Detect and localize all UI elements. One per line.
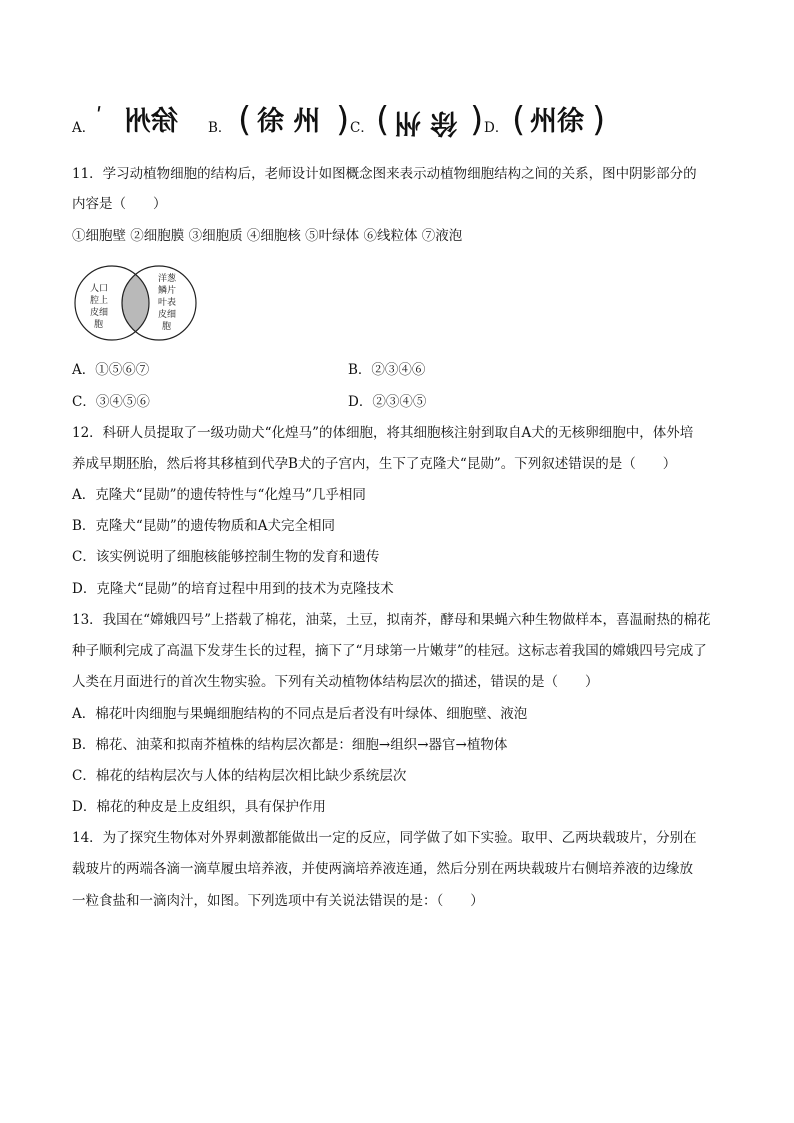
q12-option-a: A．克隆犬“昆勋”的遗传特性与“化煌马”几乎相同 [72,487,366,503]
q12-option-c: C．该实例说明了细胞核能够控制生物的发育和遗传 [72,549,380,565]
q10-option-b-open-paren: ( [238,100,252,140]
q10-option-b-close-paren: ) [336,100,350,140]
q11-stem-line2: 内容是（ ） [72,196,167,212]
q12-stem-line1: 12．科研人员提取了一级功勋犬“化煌马”的体细胞，将其细胞核注射到取自A犬的无核卵细胞中，体外培 [72,425,694,441]
q13-stem-line3: 人类在月面进行的首次生物实验。下列有关动植物体结构层次的描述，错误的是（ ） [72,674,599,690]
venn-left-label-3: 皮细 [90,308,109,318]
q12-option-d: D．克隆犬“昆勋”的培育过程中用到的技术为克隆技术 [72,581,394,597]
q13-stem-line2: 种子顺利完成了高温下发芽生长的过程，摘下了“月球第一片嫩芽”的桂冠。这标志着我国的嫦娥四号完成了 [72,643,707,659]
q10-option-b-text: 徐 州 [257,106,321,137]
venn-left-label-2: 腔上 [90,296,109,306]
q13-option-b: B．棉花、油菜和拟南芥植株的结构层次都是：细胞→组织→器官→植物体 [72,737,508,753]
q10-option-c-open-paren: ( [376,100,390,140]
q11-items: ①细胞壁 ②细胞膜 ③细胞质 ④细胞核 ⑤叶绿体 ⑥线粒体 ⑦液泡 [72,228,463,244]
q10-option-d-open-paren: ( [512,100,526,140]
q11-option-d: D．②③④⑤ [348,394,427,410]
q10-option-d-close-paren: ) [592,100,606,140]
venn-right-label-5: 胞 [162,322,172,332]
q10-option-a-tick: ʹ [96,105,103,130]
q10-option-c-close-paren: ) [470,100,484,140]
q10-option-c-flipped-text: 徐 州 [394,107,458,138]
venn-right-label-3: 叶表 [158,298,177,308]
q11-option-b: B．②③④⑥ [348,362,426,378]
q11-option-c: C．③④⑤⑥ [72,394,150,410]
q10-option-a-mirrored-text: 徐州 [124,106,178,137]
q14-stem-line1: 14．为了探究生物体对外界刺激都能做出一定的反应，同学做了如下实验。取甲、乙两块载玻片，分别在 [72,830,697,846]
q10-option-c-label: C． [350,120,374,136]
q10-option-d-text: 州徐 [530,106,584,137]
q10-option-d-label: D． [484,120,509,136]
q11-venn-diagram [72,264,202,342]
q14-stem-line2: 载玻片的两端各滴一滴草履虫培养液，并使两滴培养液连通，然后分别在两块载玻片右侧培养液的边缘放 [72,861,693,877]
venn-left-label-4: 胞 [94,320,104,330]
q13-option-d: D．棉花的种皮是上皮组织，具有保护作用 [72,799,326,815]
q11-stem-line1: 11．学习动植物细胞的结构后，老师设计如图概念图来表示动植物细胞结构之间的关系，图中阴影部分的 [72,166,697,182]
q13-option-a: A．棉花叶肉细胞与果蝇细胞结构的不同点是后者没有叶绿体、细胞壁、液泡 [72,706,528,722]
venn-right-label-4: 皮细 [158,310,177,320]
q14-stem-line3: 一粒食盐和一滴肉汁，如图。下列选项中有关说法错误的是：（ ） [72,893,484,909]
venn-left-label-1: 人口 [90,284,109,294]
q13-option-c: C．棉花的结构层次与人体的结构层次相比缺少系统层次 [72,768,407,784]
q10-option-a-label: A． [72,120,96,136]
q11-option-a: A．①⑤⑥⑦ [72,362,150,378]
venn-right-label-2: 鳞片 [158,286,177,296]
q13-stem-line1: 13．我国在“嫦娥四号”上搭载了棉花，油菜，土豆，拟南芥，酵母和果蝇六种生物做样本，喜温耐热的棉花 [72,612,711,628]
q12-stem-line2: 养成早期胚胎，然后将其移植到代孕B犬的子宫内，生下了克隆犬“昆勋”。下列叙述错误的是（ ） [72,456,677,472]
venn-right-label-1: 洋葱 [158,274,177,284]
q10-option-b-label: B． [208,120,232,136]
q12-option-b: B．克隆犬“昆勋”的遗传物质和A犬完全相同 [72,518,335,534]
